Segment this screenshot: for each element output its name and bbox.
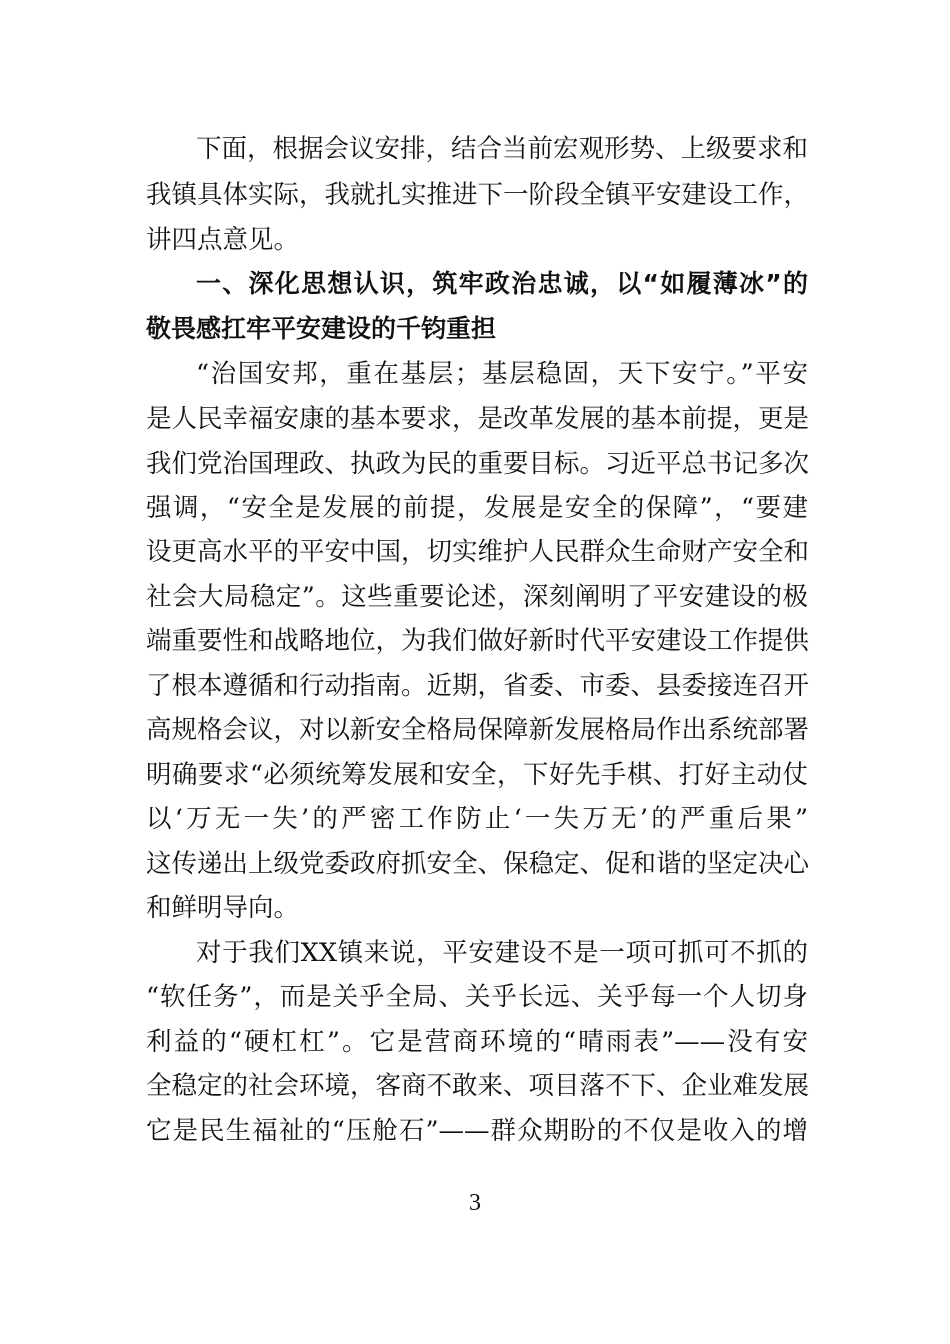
body-paragraph-line: 社会大局稳定”。这些重要论述，深刻阐明了平安建设的极	[146, 582, 808, 612]
body-paragraph-line: 全稳定的社会环境，客商不敢来、项目落不下、企业难发展	[146, 1071, 810, 1101]
body-paragraph-line: “治国安邦，重在基层；基层稳固，天下安宁。”平安	[196, 359, 808, 389]
body-paragraph-line: 我们党治国理政、执政为民的重要目标。习近平总书记多次	[146, 449, 810, 479]
body-paragraph-line: 以‘万无一失’的严密工作防止‘一失万无’的严重后果”	[146, 804, 808, 834]
body-paragraph-line: 高规格会议，对以新安全格局保障新发展格局作出系统部署	[146, 715, 810, 745]
intro-paragraph-line: 我镇具体实际，我就扎实推进下一阶段全镇平安建设工作，	[146, 180, 810, 210]
body-paragraph-line: 和鲜明导向。	[146, 893, 300, 923]
body-paragraph-line: “软任务”，而是关乎全局、关乎长远、关乎每一个人切身	[146, 982, 808, 1012]
body-paragraph-line: 它是民生福祉的“压舱石”——群众期盼的不仅是收入的增	[146, 1116, 808, 1146]
body-paragraph-line: 是人民幸福安康的基本要求，是改革发展的基本前提，更是	[146, 404, 810, 434]
body-paragraph-line: 明确要求“必须统筹发展和安全，下好先手棋、打好主动仗	[146, 760, 808, 790]
body-paragraph-line: 了根本遵循和行动指南。近期，省委、市委、县委接连召开	[146, 671, 810, 701]
section-heading-line: 敬畏感扛牢平安建设的千钧重担	[146, 314, 497, 343]
body-paragraph-line: 对于我们XX镇来说，平安建设不是一项可抓可不抓的	[196, 938, 808, 968]
intro-paragraph-line: 讲四点意见。	[146, 225, 300, 255]
body-paragraph-line: 设更高水平的平安中国，切实维护人民群众生命财产安全和	[146, 537, 810, 567]
section-heading-line: 一、深化思想认识，筑牢政治忠诚，以“如履薄冰”的	[196, 269, 808, 298]
body-paragraph-line: 这传递出上级党委政府抓安全、保稳定、促和谐的坚定决心	[146, 849, 810, 879]
body-paragraph-line: 端重要性和战略地位，为我们做好新时代平安建设工作提供	[146, 626, 810, 656]
body-paragraph-line: 利益的“硬杠杠”。它是营商环境的“晴雨表”——没有安	[146, 1027, 808, 1057]
body-paragraph-line: 强调，“安全是发展的前提，发展是安全的保障”，“要建	[146, 493, 808, 523]
intro-paragraph-line: 下面，根据会议安排，结合当前宏观形势、上级要求和	[196, 134, 809, 164]
page-number: 3	[469, 1190, 481, 1216]
